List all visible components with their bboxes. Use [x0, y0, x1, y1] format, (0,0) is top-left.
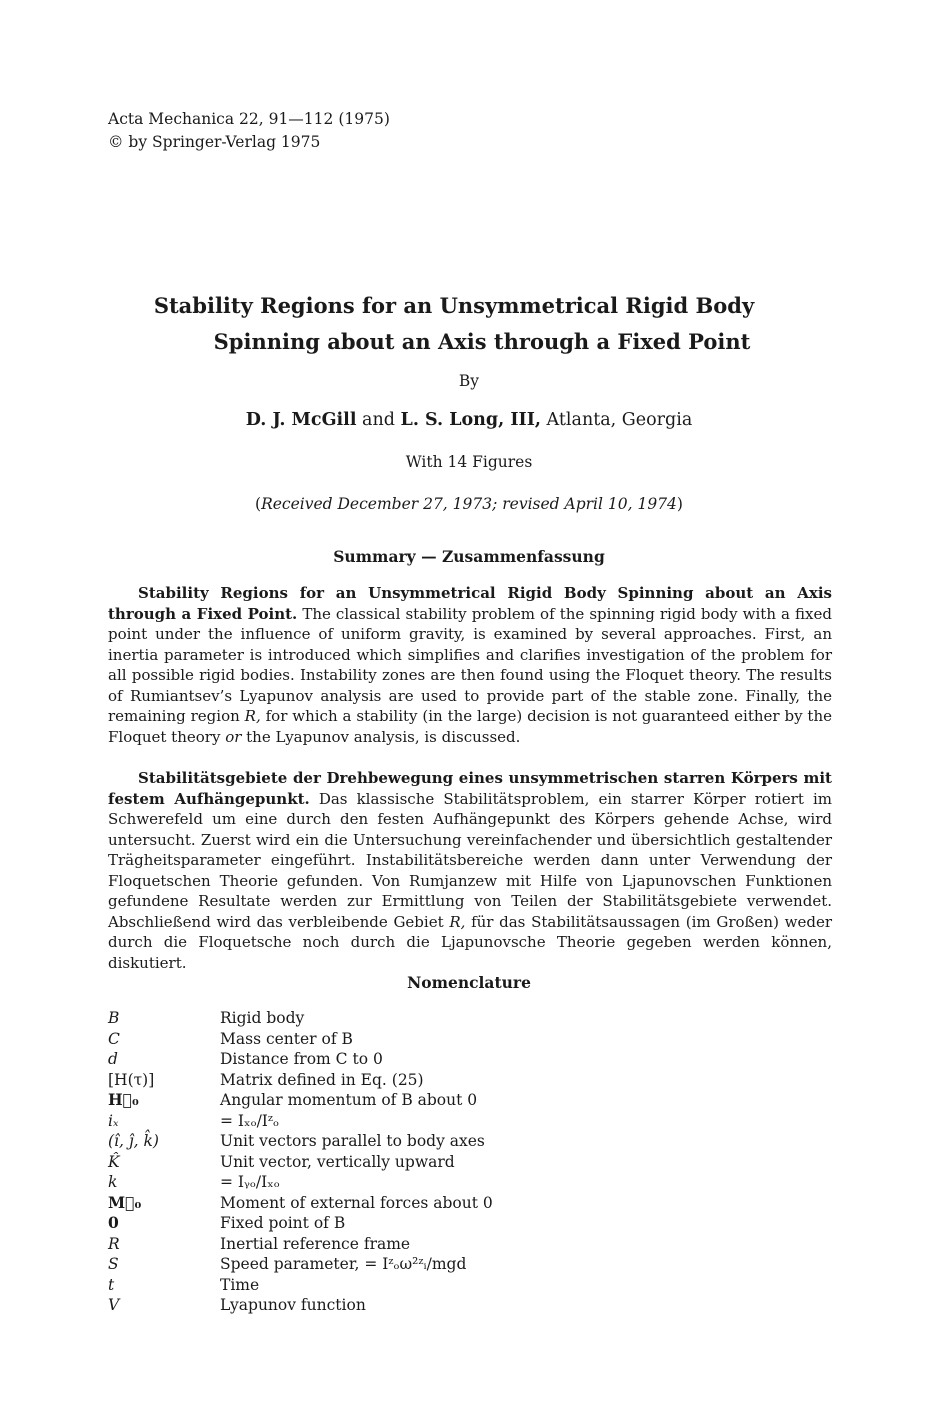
nomenclature-row — [108, 1049, 708, 1070]
english-abstract-text-1: The classical stability problem of the spinning rigid body with a fixed point under the influence of uniform gravity, is examined by several approaches. First, an inertia parameter is introduced which simplifies and clarifies investigation of the problem for all possible rigid bodies. Instability zones are then found using the Floquet theory. The results of Rumiantsev’s Lyapunov analysis are used to provide part of the stable zone. Finally, the remaining region — [108, 604, 832, 725]
nomenclature-description: Distance from C to 0 — [220, 1050, 383, 1068]
nomenclature-row — [108, 1152, 708, 1173]
journal-header — [108, 108, 390, 154]
copyright-line: © by Springer-Verlag 1975 — [108, 133, 321, 151]
nomenclature-row — [108, 1275, 708, 1296]
nomenclature-description: Matrix defined in Eq. (25) — [220, 1070, 424, 1089]
nomenclature-description: Rigid body — [220, 1009, 305, 1027]
nomenclature-description: Time — [220, 1275, 260, 1294]
nomenclature-row — [108, 1029, 708, 1050]
by-label: By — [458, 372, 480, 390]
nomenclature-row — [108, 1131, 708, 1152]
nomenclature-symbol: C — [108, 1029, 120, 1048]
nomenclature-row — [108, 1254, 708, 1275]
english-or-emphasis: or — [225, 727, 242, 746]
nomenclature-row — [108, 1172, 708, 1193]
nomenclature-symbol: V — [108, 1296, 120, 1314]
nomenclature-symbol: iₓ — [108, 1111, 119, 1130]
summary-heading: Summary — Zusammenfassung — [333, 547, 605, 566]
nomenclature-symbol: S — [108, 1255, 119, 1273]
nomenclature-symbol: H⃗₀ — [108, 1090, 139, 1109]
nomenclature-symbol: k — [108, 1173, 118, 1191]
journal-citation: Acta Mechanica 22, 91—112 (1975) — [108, 110, 390, 128]
nomenclature-symbol: R — [108, 1234, 120, 1253]
english-abstract-text-2: for which a stability (in the large) decision is not guaranteed either by the Floquet theory — [108, 707, 832, 746]
author-location: Atlanta, Georgia — [540, 410, 693, 430]
german-region-symbol: R, — [449, 912, 466, 931]
english-abstract-text-3: the Lyapunov analysis, is discussed. — [241, 727, 521, 746]
nomenclature-description: = Iₓₒ/Iᶻₒ — [220, 1111, 280, 1130]
nomenclature-row — [108, 1008, 708, 1029]
received-open-paren: ( — [255, 495, 262, 513]
nomenclature-description: Angular momentum of B about 0 — [220, 1091, 478, 1109]
nomenclature-description: Speed parameter, = Iᶻₒω²ᶻᵢ/mgd — [220, 1255, 467, 1273]
nomenclature-row — [108, 1090, 708, 1111]
nomenclature-symbol: t — [108, 1275, 115, 1294]
nomenclature-description: Mass center of B — [220, 1029, 353, 1048]
received-text: Received December 27, 1973; revised April 10, 1974 — [261, 495, 677, 513]
received-date — [0, 495, 938, 513]
nomenclature-symbol: [H(τ)] — [108, 1070, 155, 1089]
nomenclature-symbol: (î, ĵ, k̂) — [108, 1132, 159, 1150]
nomenclature-description: Moment of external forces about 0 — [220, 1193, 493, 1212]
author-line — [0, 410, 938, 430]
german-abstract-title: Stabilitätsgebiete der Drehbewegung eines unsymmetrischen starren Körpers mit festem Aufhängepunkt. — [108, 769, 832, 808]
nomenclature-list — [108, 1008, 708, 1316]
english-region-symbol: R, — [244, 707, 261, 725]
figures-note: With 14 Figures — [405, 453, 533, 471]
german-abstract-text-1: Das klassische Stabilitätsproblem, ein starrer Körper rotiert im Schwerefeld um eine durch den festen Aufhängepunkt des Körpers gehende Achse, wird untersucht. Zuerst wird ein die Untersuchung vereinfachender und übersichtlich gestaltender Trägheitsparameter eingeführt. Instabilitätsbereiche werden dann unter Verwendung der Floquetschen Theorie gefunden. Von Rumjanzew mit Hilfe von Ljapunovschen Funktionen gefundene Resultate werden zur Ermittlung von Teilen der Stabilitätsgebiete verwendet. Abschließend wird das verbleibende Gebiet — [108, 789, 832, 931]
title-line-1: Stability Regions for an Unsymmetrical Rigid Body — [153, 293, 755, 318]
paper-title — [0, 288, 938, 360]
nomenclature-description: Inertial reference frame — [220, 1234, 411, 1253]
author-conjunction: and — [356, 410, 401, 430]
nomenclature-symbol: B — [108, 1009, 120, 1027]
nomenclature-row — [108, 1234, 708, 1255]
title-line-2: Spinning about an Axis through a Fixed Point — [213, 329, 751, 354]
nomenclature-row — [108, 1295, 708, 1316]
english-abstract — [108, 583, 832, 747]
nomenclature-symbol: d — [108, 1050, 118, 1068]
received-close-paren: ) — [676, 495, 683, 513]
nomenclature-heading: Nomenclature — [407, 973, 531, 992]
nomenclature-description: Unit vectors parallel to body axes — [220, 1132, 485, 1150]
nomenclature-row — [108, 1213, 708, 1234]
english-abstract-title: Stability Regions for an Unsymmetrical Rigid Body Spinning about an Axis through a Fixed Point. — [108, 584, 832, 623]
nomenclature-row — [108, 1111, 708, 1132]
nomenclature-row — [108, 1193, 708, 1214]
nomenclature-symbol: 0 — [108, 1213, 119, 1232]
author-1: D. J. McGill — [245, 410, 357, 430]
nomenclature-description: Fixed point of B — [220, 1214, 346, 1232]
nomenclature-row — [108, 1070, 708, 1091]
german-abstract — [108, 768, 832, 973]
nomenclature-description: = Iᵧₒ/Iₓₒ — [220, 1173, 280, 1191]
nomenclature-description: Unit vector, vertically upward — [220, 1152, 455, 1171]
nomenclature-symbol: M⃗₀ — [108, 1192, 142, 1212]
nomenclature-description: Lyapunov function — [220, 1296, 366, 1314]
author-2: L. S. Long, III, — [400, 410, 541, 430]
nomenclature-symbol: K̂ — [108, 1152, 120, 1171]
german-abstract-text-2: für das Stabilitätsaussagen (im Großen) weder durch die Floquetsche noch durch die Ljapunovsche Theorie gegeben werden können, diskutiert. — [108, 912, 832, 972]
